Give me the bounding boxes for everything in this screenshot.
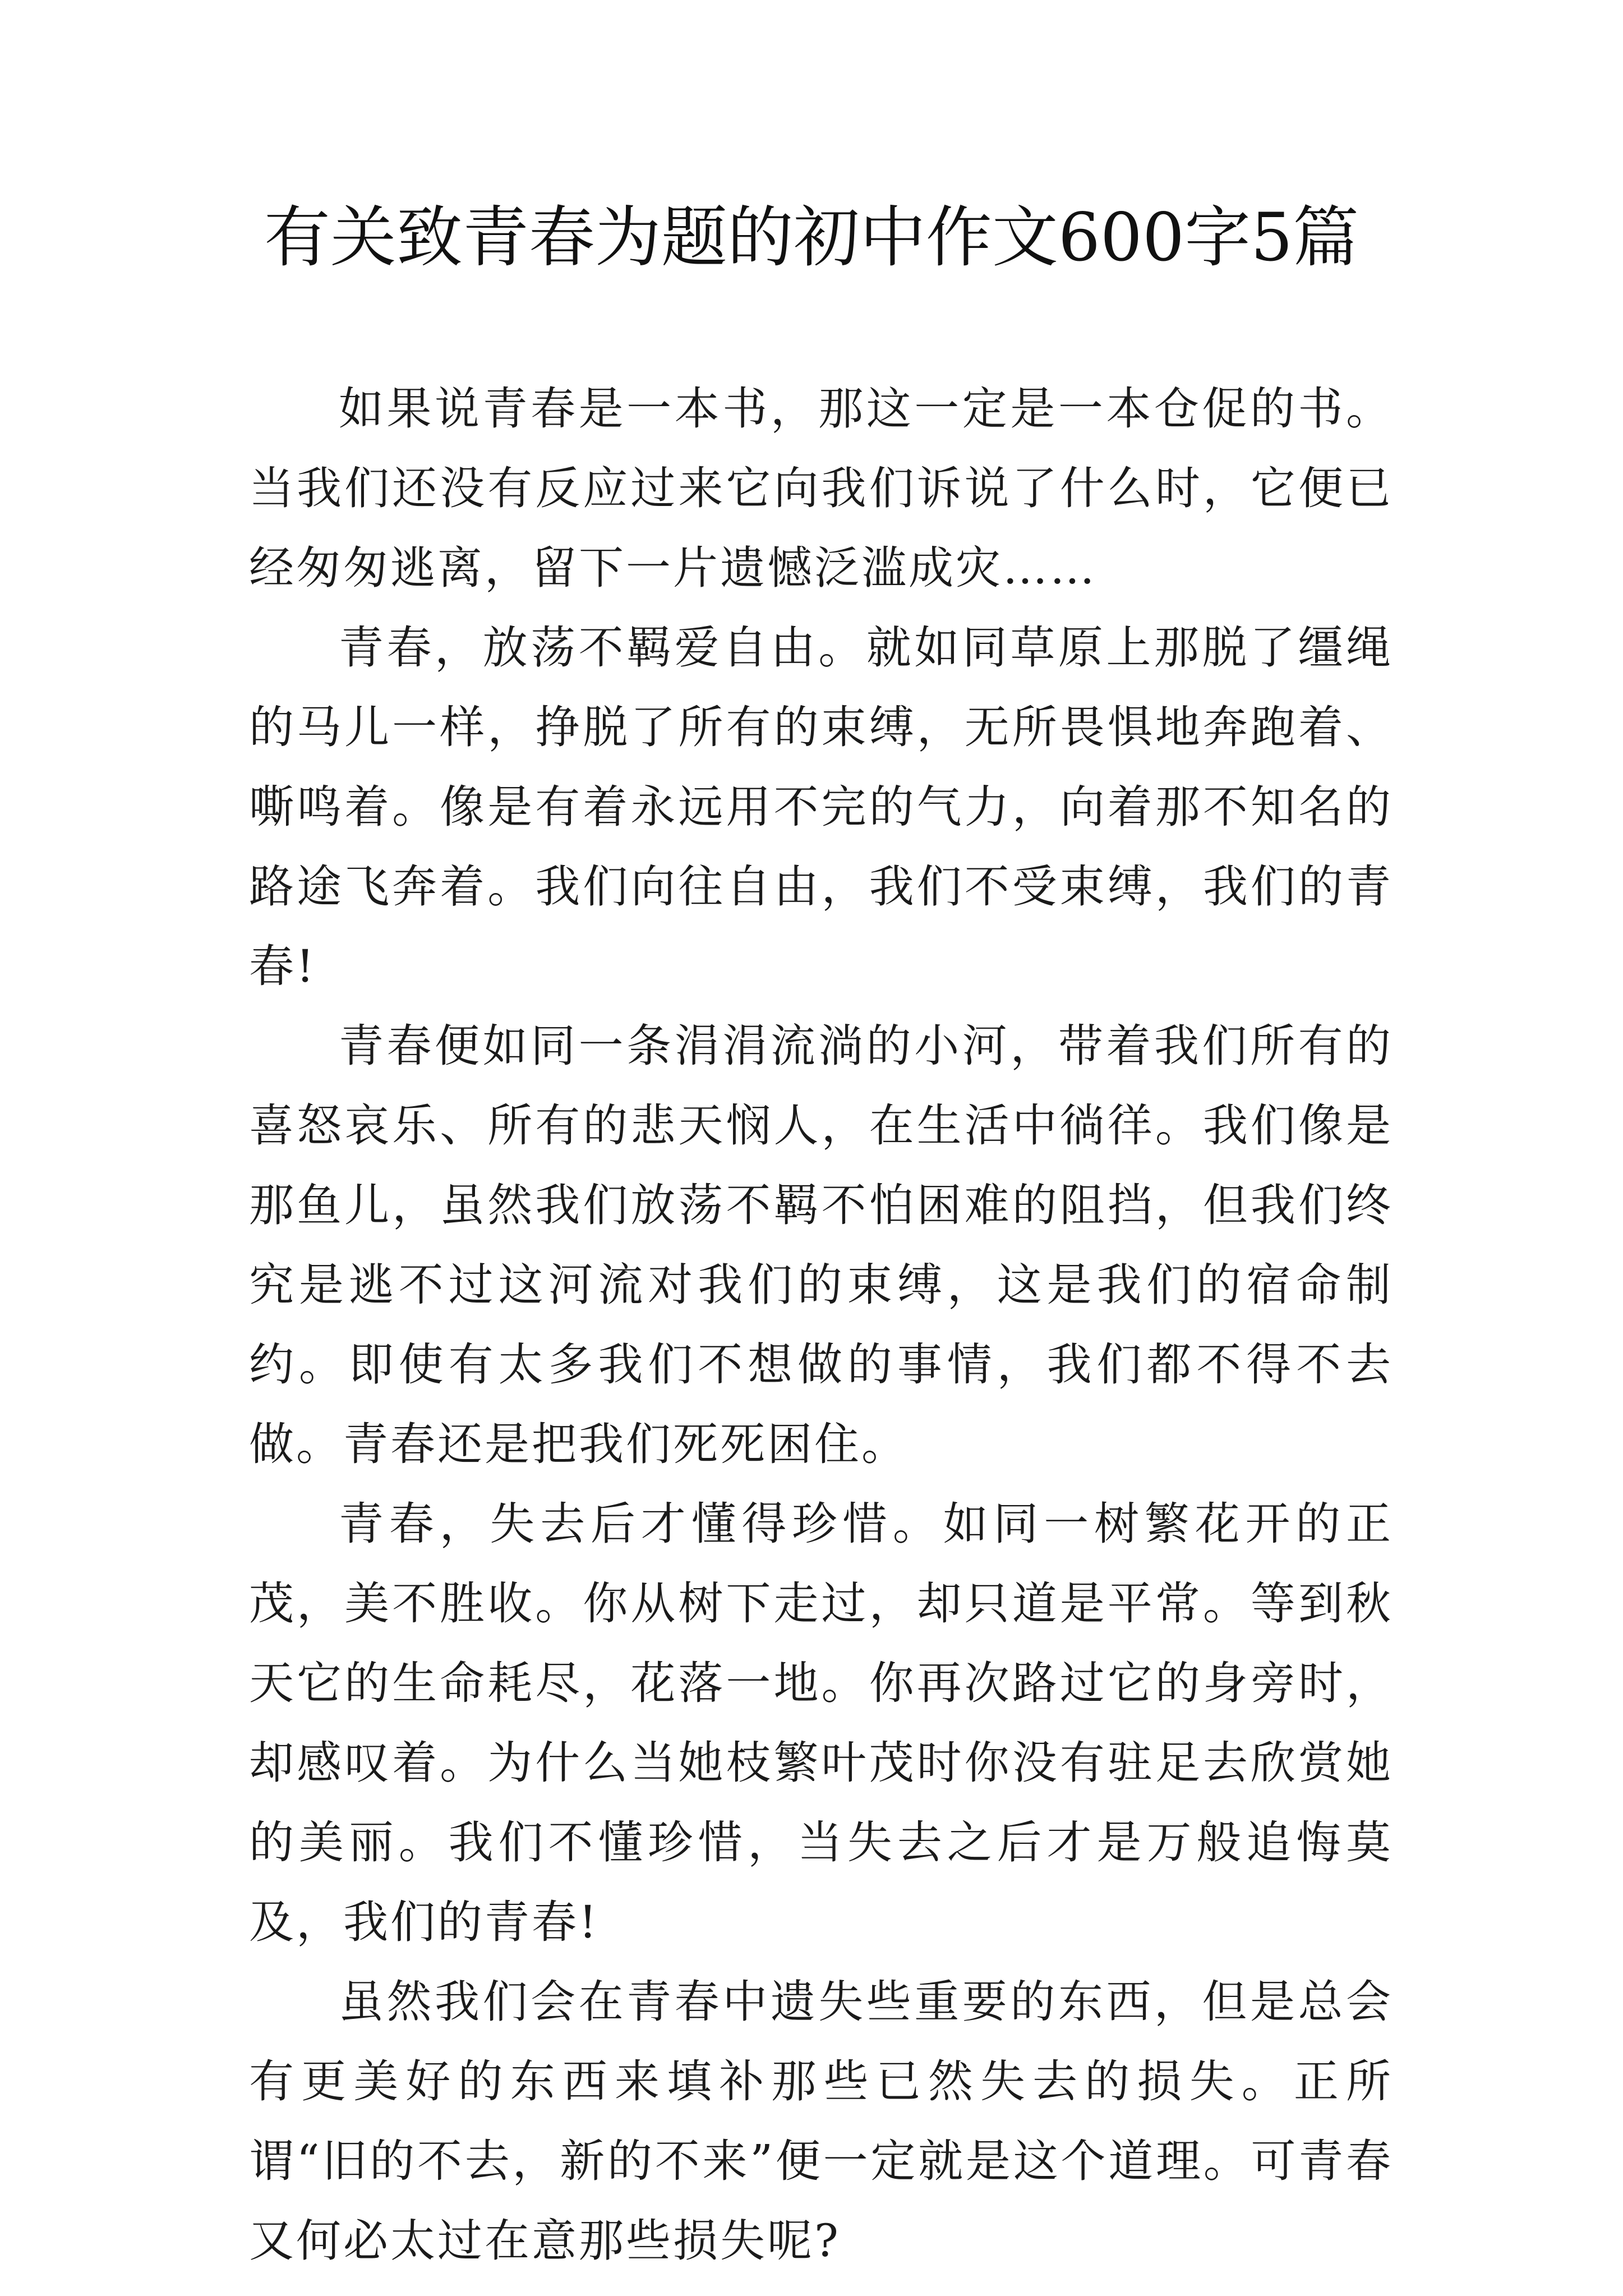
- paragraph: 如果说青春是一本书，那这一定是一本仓促的书。当我们还没有反应过来它向我们诉说了什么时，它便已经匆匆逃离，留下一片遗憾泛滥成灾……: [249, 383, 1393, 594]
- paragraph: 青春，失去后才懂得珍惜。如同一树繁花开的正茂，美不胜收。你从树下走过，却只道是平常。等到秋天它的生命耗尽，花落一地。你再次路过它的身旁时，却感叹着。为什么当她枝繁叶茂时你没有驻足去欣赏她的美丽。我们不懂珍惜，当失去之后才是万般追悔莫及，我们的青春!: [249, 1498, 1393, 1948]
- document-title: 有关致青春为题的初中作文600字5篇: [264, 199, 1359, 276]
- paragraph: 青春便如同一条涓涓流淌的小河，带着我们所有的喜怒哀乐、所有的悲天悯人，在生活中徜徉。我们像是那鱼儿，虽然我们放荡不羁不怕困难的阻挡，但我们终究是逃不过这河流对我们的束缚，这是我们的宿命制约。即使有太多我们不想做的事情，我们都不得不去做。青春还是把我们死死困住。: [249, 1020, 1393, 1470]
- document-body: [249, 369, 1393, 2281]
- paragraph: 虽然我们会在青春中遗失些重要的东西，但是总会有更美好的东西来填补那些已然失去的损失。正所谓“旧的不去，新的不来”便一定就是这个道理。可青春又何必太过在意那些损失呢?: [249, 1976, 1393, 2267]
- paragraph: 青春，放荡不羁爱自由。就如同草原上那脱了缰绳的马儿一样，挣脱了所有的束缚，无所畏惧地奔跑着、嘶鸣着。像是有着永远用不完的气力，向着那不知名的路途飞奔着。我们向往自由，我们不受束缚，我们的青春!: [249, 622, 1393, 992]
